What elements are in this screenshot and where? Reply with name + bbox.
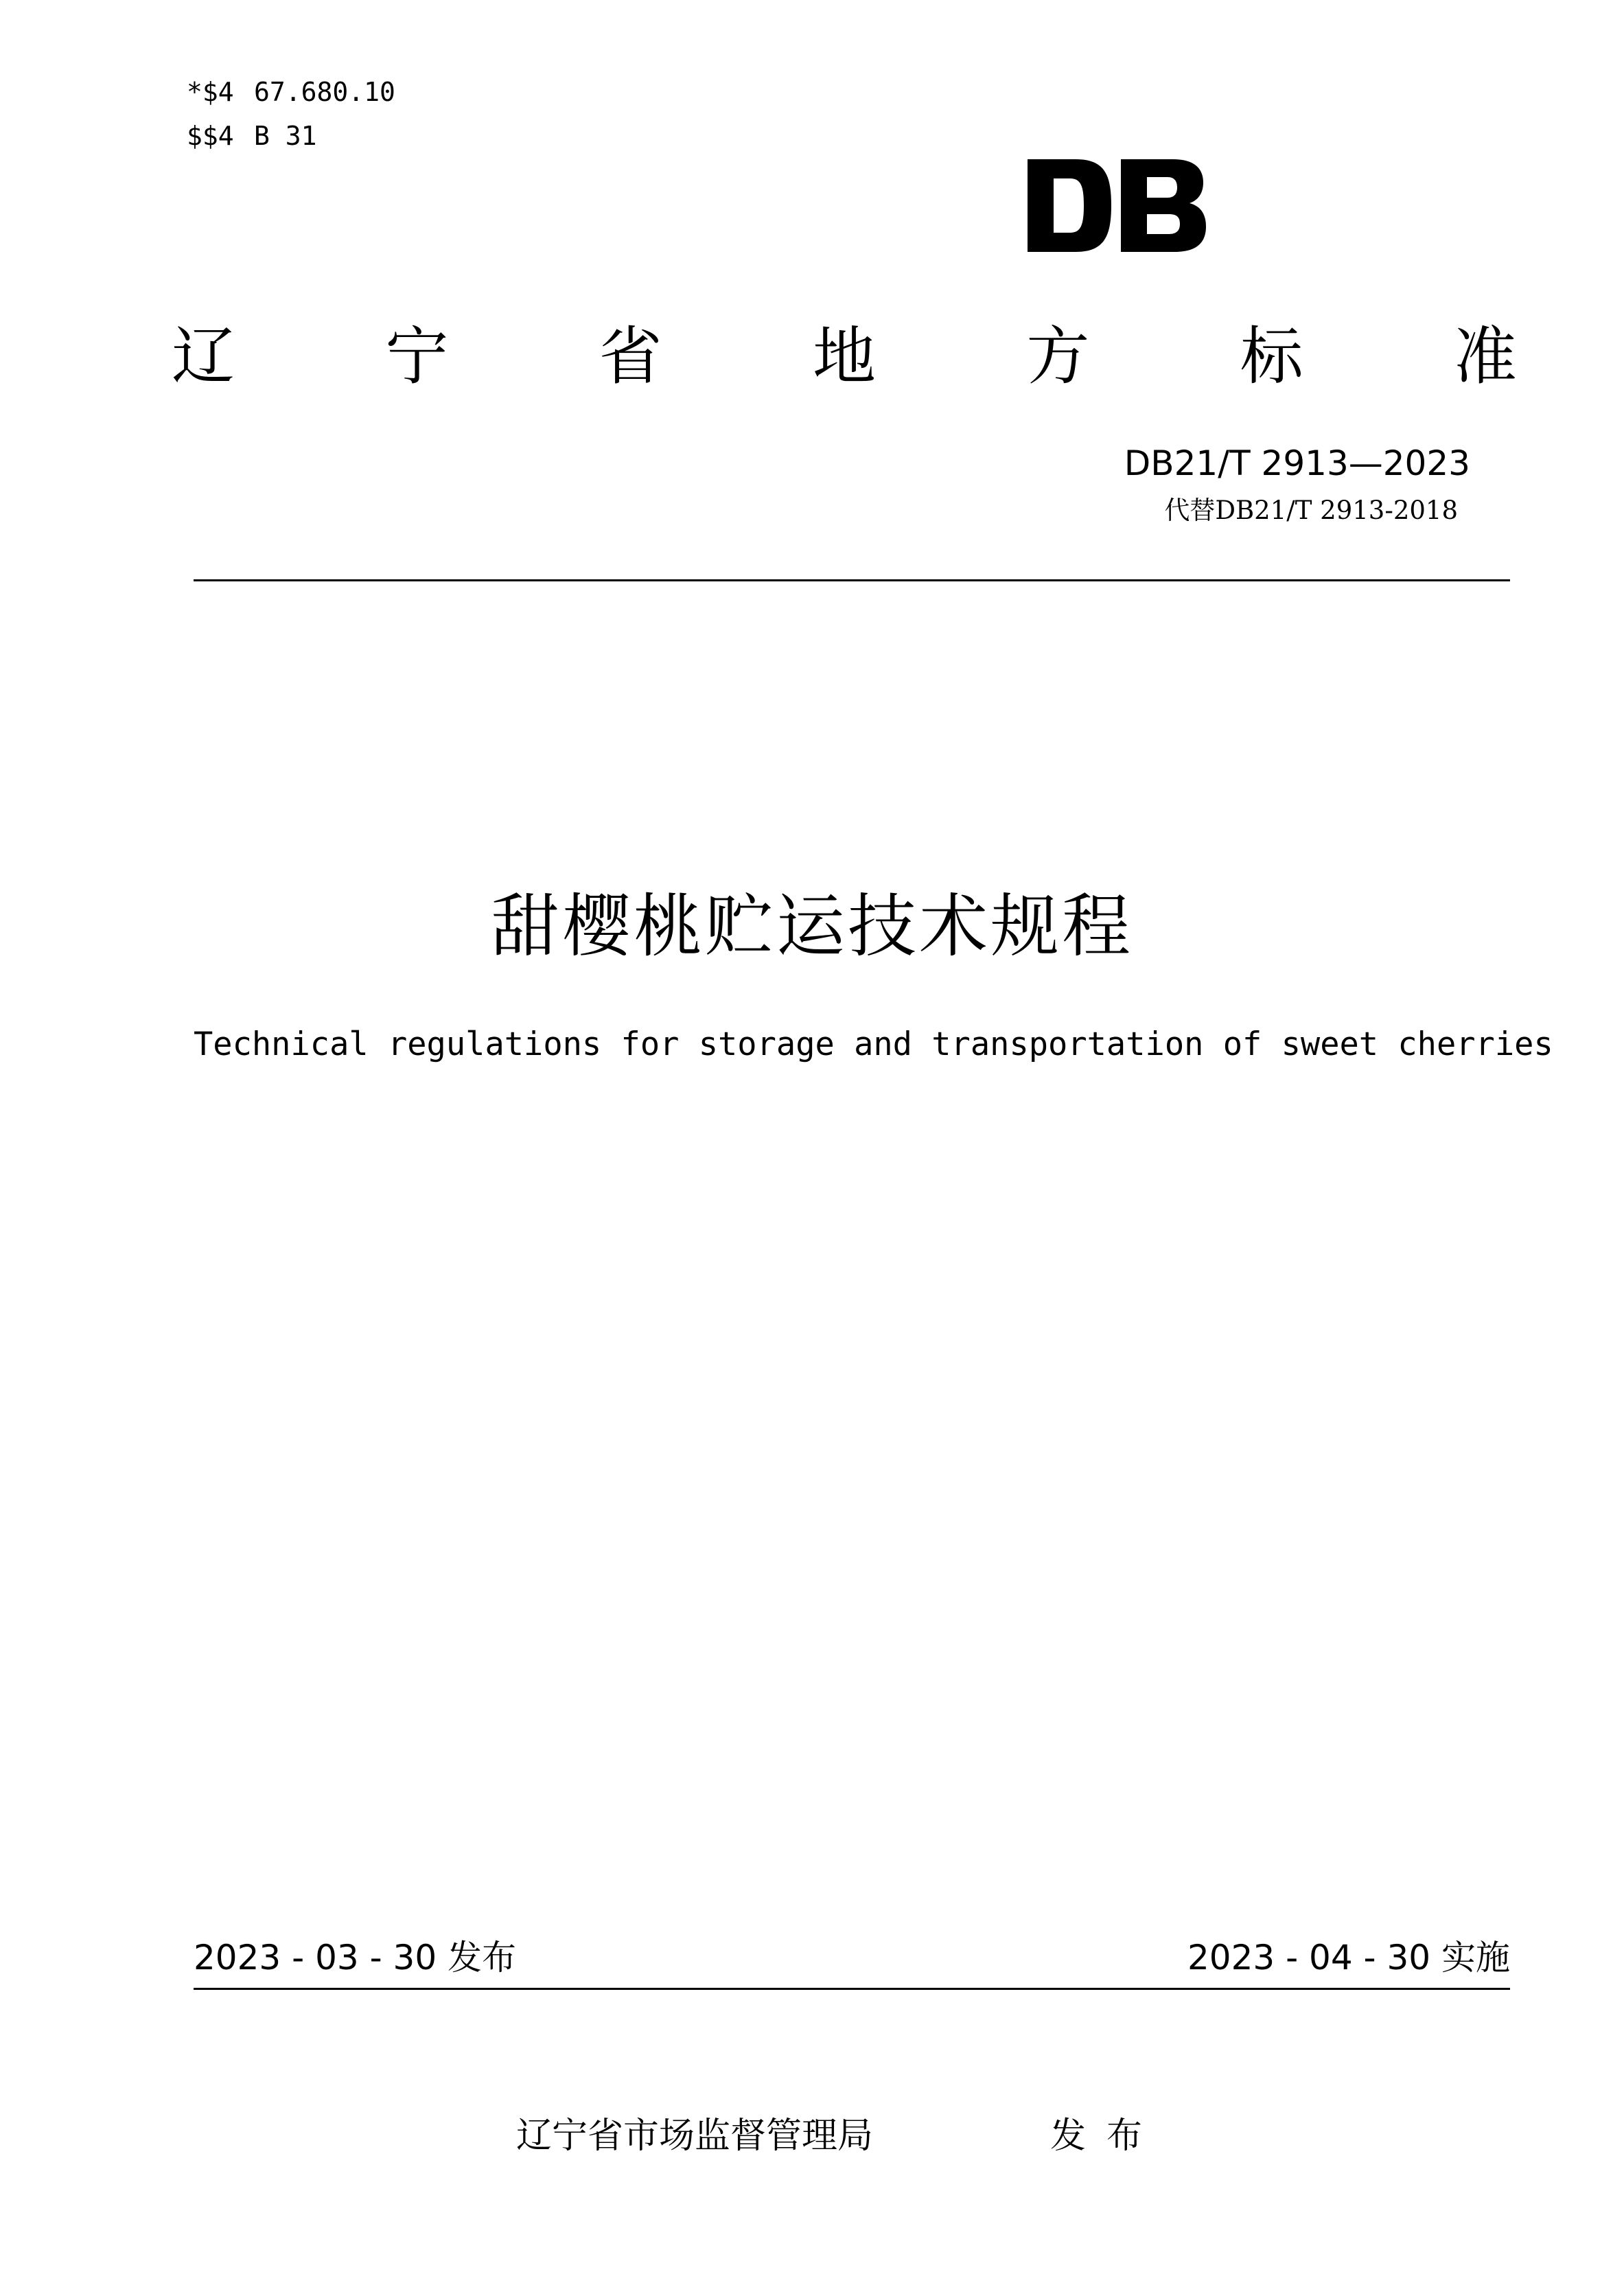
document-title-en: Technical regulations for storage and transportation of sweet cherries xyxy=(194,1025,1553,1063)
ccs-classification xyxy=(187,121,317,151)
implementation-date: 2023 - 04 - 30 实施 xyxy=(1187,1938,1510,1978)
publisher-name: 辽宁省市场监督管理局 xyxy=(516,2115,874,2157)
ccs-label: $$4 xyxy=(187,121,234,151)
standard-type-char: 准 xyxy=(1453,320,1517,393)
standard-type-char: 宁 xyxy=(385,320,449,393)
ics-code: 67.680.10 xyxy=(254,77,395,107)
ccs-code: B 31 xyxy=(254,121,317,151)
standard-number: DB21/T 2913—2023 xyxy=(1124,443,1470,483)
standard-type-char: 辽 xyxy=(172,320,235,393)
issue-date: 2023 - 03 - 30 发布 xyxy=(194,1938,517,1978)
standard-type-char: 省 xyxy=(599,320,662,393)
document-title-cn: 甜樱桃贮运技术规程 xyxy=(491,886,1133,966)
publish-label: 发布 xyxy=(1050,2115,1163,2157)
ics-classification xyxy=(187,77,395,107)
header-divider xyxy=(194,579,1510,581)
standard-type-char: 标 xyxy=(1240,320,1303,393)
replaces-standard: 代替DB21/T 2913-2018 xyxy=(1164,496,1458,525)
db-logo xyxy=(1028,159,1206,252)
ics-label: *$4 xyxy=(187,77,234,107)
standard-type-char: 方 xyxy=(1026,320,1090,393)
standard-type-title xyxy=(172,312,1517,402)
footer-divider xyxy=(194,1988,1510,1990)
standard-type-char: 地 xyxy=(812,320,876,393)
